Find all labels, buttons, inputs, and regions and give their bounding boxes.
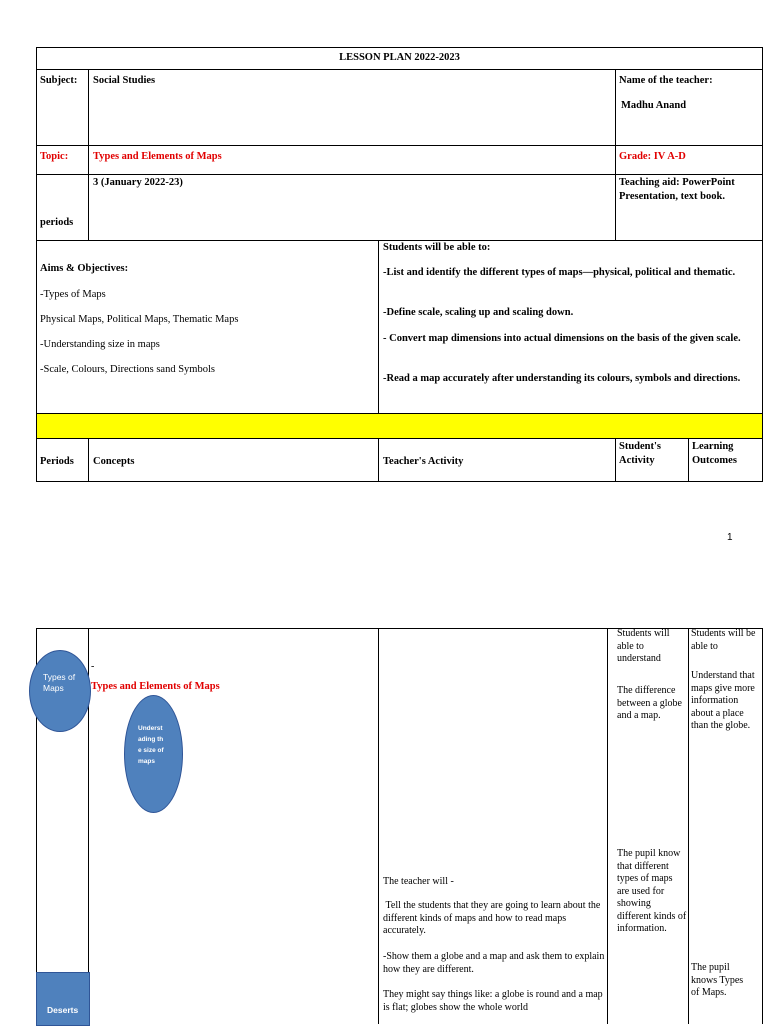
grade-value: Grade: IV A-D [619,151,686,162]
student-activity-text: The pupil know that different types of maps are used for showing different kinds of information. [617,848,687,934]
table-border-top [36,47,763,48]
topic-label: Topic: [40,151,69,162]
header-student-activity: Student's Activity [619,441,662,466]
col-divider [378,240,379,414]
student-activity-text: Students will able to understand [617,628,670,664]
lesson-plan-table [36,47,763,482]
teaching-aid-line1: Teaching aid: PowerPoint [619,177,735,188]
learning-outcome-text: The pupil knows Types of Maps. [691,962,744,998]
deserts-box [36,972,90,1026]
objective-item: - Convert map dimensions into actual dimensions on the basis of the given scale. [383,333,741,344]
col-divider [607,628,608,1024]
table-border-bottom [36,481,763,482]
oval-label: Types of Maps [43,672,76,693]
table-border-right [762,47,763,482]
col-divider [88,69,89,241]
row-divider [36,69,763,70]
col-divider [378,628,379,1024]
teacher-activity-text: Tell the students that they are going to learn about the different kinds of maps and how to read maps accurately. [383,900,603,936]
teacher-activity-text: They might say things like: a globe is round and a map is flat; globes show the whole world [383,989,603,1013]
header-learning-outcomes: Learning Outcomes [692,441,737,466]
aim-item: -Understanding size in maps [40,339,160,350]
lesson-plan-title: LESSON PLAN 2022-2023 [339,52,460,63]
col-divider [688,628,689,1024]
aim-item: -Scale, Colours, Directions sand Symbols [40,364,215,375]
col-divider [378,438,379,482]
subject-value: Social Studies [93,75,156,86]
header-concepts: Concepts [93,456,135,467]
topic-value: Types and Elements of Maps [93,151,222,162]
header-periods: Periods [40,456,74,467]
periods-label: periods [40,217,74,228]
col-divider [615,438,616,482]
concept-dash: - [91,661,95,672]
teacher-activity-text: The teacher will - [383,876,454,887]
objective-item: -Read a map accurately after understanding its colours, symbols and directions. [383,373,741,384]
table-border-right [762,628,763,1024]
row-divider [36,174,763,175]
box-label: Deserts [47,1005,79,1015]
header-teacher-activity: Teacher's Activity [383,456,464,467]
objectives-header: Students will be able to: [383,242,491,253]
teaching-aid-line2: Presentation, text book. [619,191,725,202]
understanding-size-oval [124,695,183,813]
activities-table [36,628,763,1024]
objective-item: -Define scale, scaling up and scaling down. [383,307,574,318]
learning-outcome-text: Understand that maps give more information about a place than the globe. [691,670,755,731]
aims-label: Aims & Objectives: [40,263,129,274]
col-divider [615,69,616,241]
aim-item: -Types of Maps [40,289,106,300]
row-divider [36,438,763,439]
teacher-label: Name of the teacher: [619,75,713,86]
row-divider [36,145,763,146]
objective-item: -List and identify the different types of maps—physical, political and thematic. [383,267,736,278]
subject-label: Subject: [40,75,78,86]
periods-value: 3 (January 2022-23) [93,177,183,188]
concept-title: Types and Elements of Maps [91,681,220,692]
oval-label: Understading the size of maps [138,725,164,765]
learning-outcome-text: Students will be able to [691,628,756,652]
highlight-band [37,414,762,438]
aim-item: Physical Maps, Political Maps, Thematic Maps [40,314,239,325]
types-of-maps-oval [29,650,91,732]
col-divider [88,438,89,482]
col-divider [688,438,689,482]
student-activity-text: The difference between a globe and a map. [617,685,682,721]
teacher-name: Madhu Anand [621,100,687,111]
teacher-activity-text: -Show them a globe and a map and ask them to explain how they are different. [383,951,605,975]
page-number: 1 [727,532,733,543]
